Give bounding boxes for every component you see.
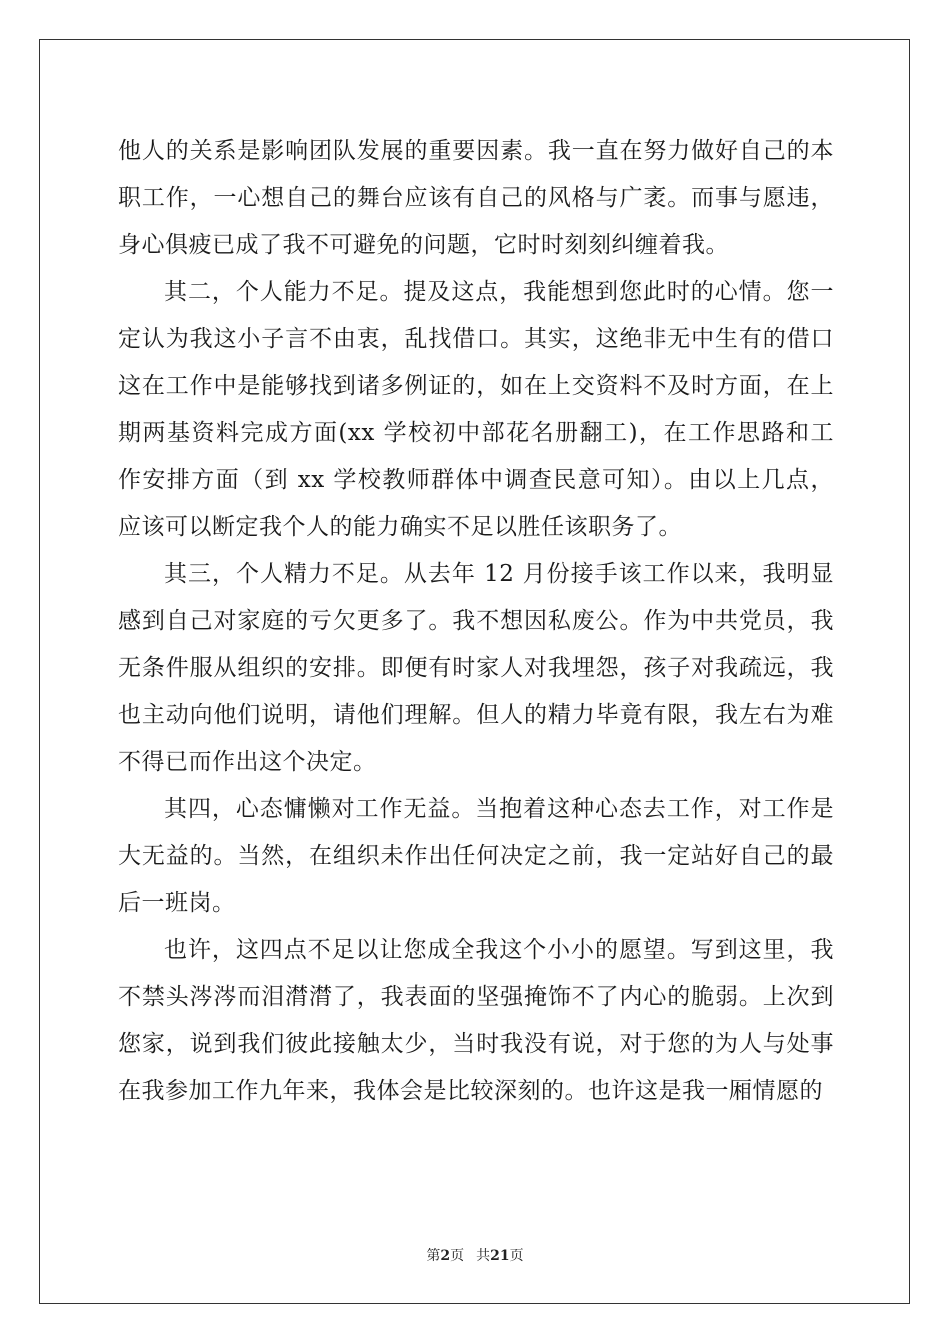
text-line: 这在工作中是能够找到诸多例证的，如在上交资料不及时方面，在上 [118, 373, 834, 399]
text-line: 也许，这四点不足以让您成全我这个小小的愿望。写到这里，我 [164, 937, 834, 963]
text-line: 不得已而作出这个决定。 [118, 749, 377, 775]
paragraph [118, 269, 834, 551]
total-page-count: 21 [490, 1248, 510, 1264]
paragraph [118, 128, 834, 269]
text-line: 身心俱疲已成了我不可避免的问题，它时时刻刻纠缠着我。 [118, 232, 729, 258]
text-line: 您家，说到我们彼此接触太少，当时我没有说，对于您的为人与处事 [118, 1031, 834, 1057]
text-line: 定认为我这小子言不由衷，乱找借口。其实，这绝非无中生有的借口 [118, 326, 834, 352]
paragraph [118, 927, 834, 1115]
text-line: 也主动向他们说明，请他们理解。但人的精力毕竟有限，我左右为难 [118, 702, 834, 728]
footer-total-prefix: 共 [476, 1248, 491, 1264]
text-line: 他人的关系是影响团队发展的重要因素。我一直在努力做好自己的本 [118, 138, 834, 164]
footer-total-suffix: 页 [509, 1248, 524, 1264]
footer-prefix: 第 [426, 1248, 441, 1264]
text-line: 其二，个人能力不足。提及这点，我能想到您此时的心情。您一 [164, 279, 834, 305]
text-line: 期两基资料完成方面(xx 学校初中部花名册翻工)，在工作思路和工 [118, 420, 834, 446]
text-line: 不禁头涔涔而泪潸潸了，我表面的坚强掩饰不了内心的脆弱。上次到 [118, 984, 834, 1010]
text-line: 其四，心态慵懒对工作无益。当抱着这种心态去工作，对工作是 [164, 796, 834, 822]
text-line: 应该可以断定我个人的能力确实不足以胜任该职务了。 [118, 514, 682, 540]
paragraph [118, 551, 834, 786]
current-page-number: 2 [440, 1248, 451, 1264]
page-footer [0, 1247, 950, 1265]
text-line: 大无益的。当然，在组织未作出任何决定之前，我一定站好自己的最 [118, 843, 834, 869]
paragraph [118, 786, 834, 927]
text-line: 感到自己对家庭的亏欠更多了。我不想因私废公。作为中共党员，我 [118, 608, 834, 634]
text-line: 其三，个人精力不足。从去年 12 月份接手该工作以来，我明显 [164, 561, 834, 587]
text-line: 职工作，一心想自己的舞台应该有自己的风格与广袤。而事与愿违， [118, 185, 834, 211]
footer-page-word: 页 [450, 1248, 465, 1264]
text-line: 无条件服从组织的安排。即便有时家人对我埋怨，孩子对我疏远，我 [118, 655, 834, 681]
text-line: 后一班岗。 [118, 890, 236, 916]
document-body [118, 128, 834, 1115]
text-line: 在我参加工作九年来，我体会是比较深刻的。也许这是我一厢情愿的 [118, 1078, 823, 1104]
text-line: 作安排方面（到 xx 学校教师群体中调查民意可知）。由以上几点， [118, 467, 834, 493]
